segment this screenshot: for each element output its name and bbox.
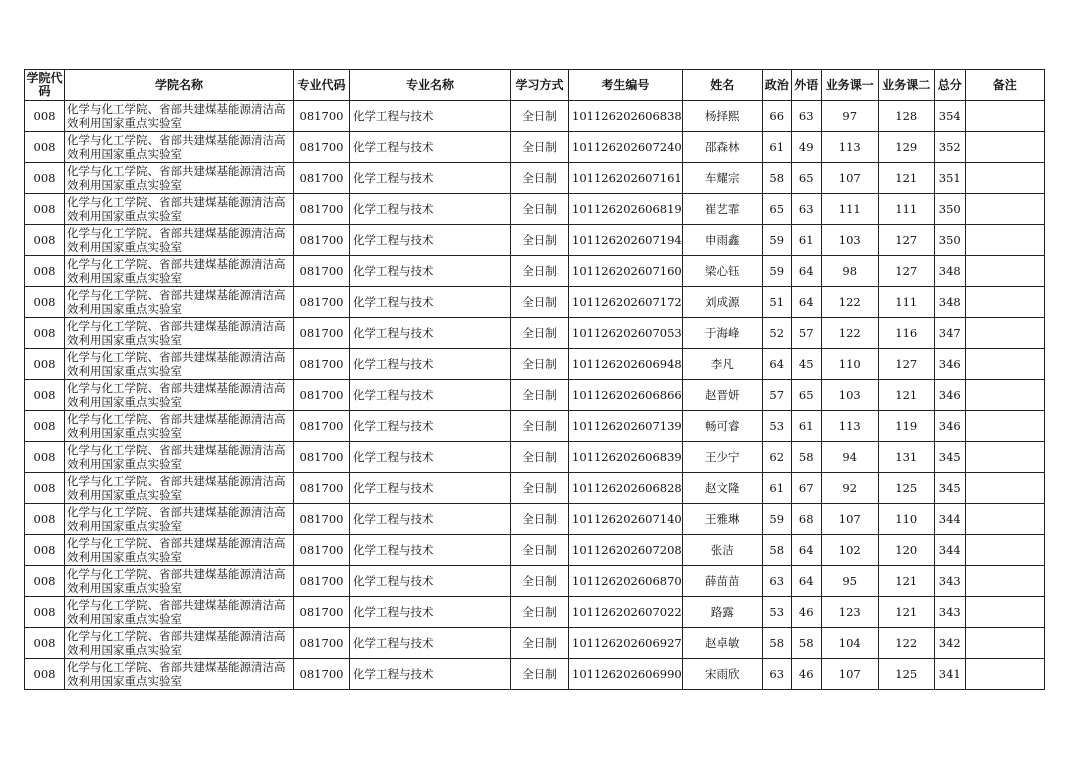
cell-course-two: 119	[878, 411, 934, 442]
cell-college-code: 008	[25, 504, 65, 535]
cell-foreign-language: 64	[791, 566, 821, 597]
header-remarks: 备注	[965, 70, 1044, 101]
cell-course-one: 97	[821, 101, 878, 132]
cell-study-mode: 全日制	[511, 349, 569, 380]
cell-course-one: 98	[821, 256, 878, 287]
cell-foreign-language: 63	[791, 101, 821, 132]
cell-name: 畅可睿	[682, 411, 762, 442]
cell-major-name: 化学工程与技术	[350, 597, 511, 628]
cell-foreign-language: 65	[791, 163, 821, 194]
cell-course-one: 103	[821, 380, 878, 411]
cell-remarks	[965, 225, 1044, 256]
cell-total: 343	[934, 597, 965, 628]
table-row	[25, 287, 1045, 318]
cell-major-name: 化学工程与技术	[350, 504, 511, 535]
cell-college-name: 化学与化工学院、省部共建煤基能源清洁高效利用国家重点实验室	[65, 132, 294, 163]
cell-college-code: 008	[25, 256, 65, 287]
header-course-two: 业务课二	[878, 70, 934, 101]
cell-politics: 66	[762, 101, 791, 132]
cell-politics: 63	[762, 659, 791, 690]
cell-college-name: 化学与化工学院、省部共建煤基能源清洁高效利用国家重点实验室	[65, 225, 294, 256]
cell-college-code: 008	[25, 380, 65, 411]
header-major-name: 专业名称	[350, 70, 511, 101]
cell-study-mode: 全日制	[511, 473, 569, 504]
table-row	[25, 318, 1045, 349]
cell-course-two: 125	[878, 659, 934, 690]
header-foreign-language: 外语	[791, 70, 821, 101]
cell-exam-id: 101126202606839	[569, 442, 683, 473]
cell-study-mode: 全日制	[511, 101, 569, 132]
cell-college-name: 化学与化工学院、省部共建煤基能源清洁高效利用国家重点实验室	[65, 411, 294, 442]
cell-course-two: 121	[878, 380, 934, 411]
cell-politics: 58	[762, 628, 791, 659]
cell-course-one: 102	[821, 535, 878, 566]
cell-major-name: 化学工程与技术	[350, 349, 511, 380]
cell-total: 343	[934, 566, 965, 597]
cell-college-code: 008	[25, 318, 65, 349]
cell-major-name: 化学工程与技术	[350, 256, 511, 287]
cell-major-name: 化学工程与技术	[350, 628, 511, 659]
cell-course-two: 111	[878, 194, 934, 225]
cell-college-name: 化学与化工学院、省部共建煤基能源清洁高效利用国家重点实验室	[65, 566, 294, 597]
cell-college-name: 化学与化工学院、省部共建煤基能源清洁高效利用国家重点实验室	[65, 504, 294, 535]
cell-major-name: 化学工程与技术	[350, 194, 511, 225]
cell-foreign-language: 58	[791, 628, 821, 659]
cell-course-two: 129	[878, 132, 934, 163]
cell-study-mode: 全日制	[511, 163, 569, 194]
cell-politics: 53	[762, 597, 791, 628]
header-total: 总分	[934, 70, 965, 101]
cell-course-one: 111	[821, 194, 878, 225]
cell-college-code: 008	[25, 473, 65, 504]
cell-study-mode: 全日制	[511, 411, 569, 442]
cell-name: 梁心钰	[682, 256, 762, 287]
cell-politics: 62	[762, 442, 791, 473]
cell-course-two: 127	[878, 225, 934, 256]
cell-course-one: 122	[821, 318, 878, 349]
header-college-name: 学院名称	[65, 70, 294, 101]
cell-politics: 63	[762, 566, 791, 597]
cell-major-name: 化学工程与技术	[350, 318, 511, 349]
cell-major-code: 081700	[294, 380, 350, 411]
cell-study-mode: 全日制	[511, 442, 569, 473]
cell-major-code: 081700	[294, 659, 350, 690]
cell-remarks	[965, 163, 1044, 194]
cell-total: 345	[934, 473, 965, 504]
cell-course-two: 122	[878, 628, 934, 659]
cell-study-mode: 全日制	[511, 535, 569, 566]
cell-course-one: 107	[821, 163, 878, 194]
cell-foreign-language: 68	[791, 504, 821, 535]
table-row	[25, 194, 1045, 225]
cell-college-name: 化学与化工学院、省部共建煤基能源清洁高效利用国家重点实验室	[65, 194, 294, 225]
cell-college-code: 008	[25, 132, 65, 163]
header-name: 姓名	[682, 70, 762, 101]
cell-total: 347	[934, 318, 965, 349]
cell-study-mode: 全日制	[511, 597, 569, 628]
cell-course-two: 110	[878, 504, 934, 535]
cell-major-name: 化学工程与技术	[350, 225, 511, 256]
cell-major-name: 化学工程与技术	[350, 473, 511, 504]
cell-college-name: 化学与化工学院、省部共建煤基能源清洁高效利用国家重点实验室	[65, 628, 294, 659]
cell-politics: 57	[762, 380, 791, 411]
cell-politics: 64	[762, 349, 791, 380]
cell-major-name: 化学工程与技术	[350, 659, 511, 690]
cell-study-mode: 全日制	[511, 225, 569, 256]
cell-major-name: 化学工程与技术	[350, 132, 511, 163]
cell-study-mode: 全日制	[511, 566, 569, 597]
cell-remarks	[965, 132, 1044, 163]
cell-college-name: 化学与化工学院、省部共建煤基能源清洁高效利用国家重点实验室	[65, 163, 294, 194]
cell-name: 王少宁	[682, 442, 762, 473]
table-row	[25, 380, 1045, 411]
cell-course-one: 110	[821, 349, 878, 380]
cell-course-two: 120	[878, 535, 934, 566]
cell-foreign-language: 49	[791, 132, 821, 163]
cell-remarks	[965, 318, 1044, 349]
cell-college-name: 化学与化工学院、省部共建煤基能源清洁高效利用国家重点实验室	[65, 473, 294, 504]
cell-total: 346	[934, 349, 965, 380]
cell-remarks	[965, 442, 1044, 473]
cell-course-two: 111	[878, 287, 934, 318]
cell-total: 346	[934, 380, 965, 411]
cell-name: 王雅琳	[682, 504, 762, 535]
cell-politics: 59	[762, 504, 791, 535]
cell-politics: 59	[762, 225, 791, 256]
cell-politics: 53	[762, 411, 791, 442]
table-row	[25, 628, 1045, 659]
cell-name: 张洁	[682, 535, 762, 566]
cell-college-code: 008	[25, 411, 65, 442]
cell-course-two: 131	[878, 442, 934, 473]
table-row	[25, 535, 1045, 566]
cell-major-name: 化学工程与技术	[350, 535, 511, 566]
cell-remarks	[965, 566, 1044, 597]
cell-name: 杨择熙	[682, 101, 762, 132]
cell-exam-id: 101126202606870	[569, 566, 683, 597]
cell-major-code: 081700	[294, 132, 350, 163]
cell-college-name: 化学与化工学院、省部共建煤基能源清洁高效利用国家重点实验室	[65, 597, 294, 628]
cell-name: 赵文隆	[682, 473, 762, 504]
cell-remarks	[965, 194, 1044, 225]
table-row	[25, 349, 1045, 380]
cell-major-name: 化学工程与技术	[350, 411, 511, 442]
table-row	[25, 256, 1045, 287]
cell-college-code: 008	[25, 535, 65, 566]
table-row	[25, 101, 1045, 132]
cell-name: 赵卓敏	[682, 628, 762, 659]
cell-college-name: 化学与化工学院、省部共建煤基能源清洁高效利用国家重点实验室	[65, 101, 294, 132]
cell-total: 350	[934, 194, 965, 225]
cell-name: 刘成源	[682, 287, 762, 318]
cell-politics: 52	[762, 318, 791, 349]
cell-exam-id: 101126202606828	[569, 473, 683, 504]
cell-remarks	[965, 287, 1044, 318]
cell-study-mode: 全日制	[511, 659, 569, 690]
cell-politics: 59	[762, 256, 791, 287]
cell-major-name: 化学工程与技术	[350, 287, 511, 318]
cell-college-code: 008	[25, 287, 65, 318]
cell-foreign-language: 63	[791, 194, 821, 225]
cell-major-code: 081700	[294, 504, 350, 535]
cell-study-mode: 全日制	[511, 132, 569, 163]
cell-exam-id: 101126202607139	[569, 411, 683, 442]
cell-course-one: 123	[821, 597, 878, 628]
cell-course-two: 121	[878, 566, 934, 597]
cell-name: 邵森林	[682, 132, 762, 163]
cell-college-name: 化学与化工学院、省部共建煤基能源清洁高效利用国家重点实验室	[65, 535, 294, 566]
cell-course-one: 103	[821, 225, 878, 256]
table-row	[25, 659, 1045, 690]
cell-college-code: 008	[25, 597, 65, 628]
header-course-one: 业务课一	[821, 70, 878, 101]
table-row	[25, 442, 1045, 473]
cell-course-two: 121	[878, 597, 934, 628]
cell-course-two: 125	[878, 473, 934, 504]
cell-course-two: 121	[878, 163, 934, 194]
table-row	[25, 473, 1045, 504]
cell-college-name: 化学与化工学院、省部共建煤基能源清洁高效利用国家重点实验室	[65, 659, 294, 690]
cell-course-two: 128	[878, 101, 934, 132]
cell-major-name: 化学工程与技术	[350, 442, 511, 473]
cell-major-name: 化学工程与技术	[350, 163, 511, 194]
cell-total: 345	[934, 442, 965, 473]
cell-remarks	[965, 535, 1044, 566]
cell-exam-id: 101126202606819	[569, 194, 683, 225]
cell-foreign-language: 45	[791, 349, 821, 380]
cell-remarks	[965, 411, 1044, 442]
table-row	[25, 411, 1045, 442]
cell-college-name: 化学与化工学院、省部共建煤基能源清洁高效利用国家重点实验室	[65, 318, 294, 349]
cell-study-mode: 全日制	[511, 194, 569, 225]
cell-total: 352	[934, 132, 965, 163]
cell-major-code: 081700	[294, 256, 350, 287]
cell-exam-id: 101126202606866	[569, 380, 683, 411]
cell-college-name: 化学与化工学院、省部共建煤基能源清洁高效利用国家重点实验室	[65, 380, 294, 411]
header-politics: 政治	[762, 70, 791, 101]
cell-politics: 65	[762, 194, 791, 225]
cell-course-one: 113	[821, 411, 878, 442]
header-exam-id: 考生编号	[569, 70, 683, 101]
cell-major-code: 081700	[294, 349, 350, 380]
cell-course-two: 116	[878, 318, 934, 349]
cell-foreign-language: 57	[791, 318, 821, 349]
cell-name: 李凡	[682, 349, 762, 380]
table-row	[25, 504, 1045, 535]
cell-politics: 58	[762, 163, 791, 194]
cell-name: 路露	[682, 597, 762, 628]
header-college-code: 学院代码	[25, 70, 65, 101]
cell-major-code: 081700	[294, 287, 350, 318]
cell-college-code: 008	[25, 659, 65, 690]
cell-exam-id: 101126202607172	[569, 287, 683, 318]
cell-major-code: 081700	[294, 194, 350, 225]
cell-total: 348	[934, 256, 965, 287]
cell-remarks	[965, 256, 1044, 287]
cell-politics: 58	[762, 535, 791, 566]
cell-college-code: 008	[25, 442, 65, 473]
cell-foreign-language: 65	[791, 380, 821, 411]
cell-politics: 61	[762, 132, 791, 163]
cell-foreign-language: 64	[791, 256, 821, 287]
table-row	[25, 163, 1045, 194]
cell-study-mode: 全日制	[511, 628, 569, 659]
cell-exam-id: 101126202606927	[569, 628, 683, 659]
cell-foreign-language: 58	[791, 442, 821, 473]
cell-remarks	[965, 659, 1044, 690]
cell-remarks	[965, 349, 1044, 380]
cell-exam-id: 101126202607140	[569, 504, 683, 535]
cell-name: 崔艺霏	[682, 194, 762, 225]
cell-exam-id: 101126202607160	[569, 256, 683, 287]
cell-course-two: 127	[878, 256, 934, 287]
header-major-code: 专业代码	[294, 70, 350, 101]
cell-name: 赵晋妍	[682, 380, 762, 411]
cell-exam-id: 101126202607208	[569, 535, 683, 566]
cell-total: 344	[934, 504, 965, 535]
cell-remarks	[965, 473, 1044, 504]
admission-score-table	[24, 69, 1045, 690]
cell-college-code: 008	[25, 101, 65, 132]
cell-name: 于海峰	[682, 318, 762, 349]
cell-major-code: 081700	[294, 442, 350, 473]
cell-college-code: 008	[25, 566, 65, 597]
cell-course-one: 92	[821, 473, 878, 504]
cell-major-code: 081700	[294, 535, 350, 566]
cell-major-code: 081700	[294, 597, 350, 628]
cell-major-name: 化学工程与技术	[350, 380, 511, 411]
header-study-mode: 学习方式	[511, 70, 569, 101]
cell-course-one: 95	[821, 566, 878, 597]
cell-remarks	[965, 628, 1044, 659]
cell-college-name: 化学与化工学院、省部共建煤基能源清洁高效利用国家重点实验室	[65, 287, 294, 318]
table-row	[25, 225, 1045, 256]
cell-study-mode: 全日制	[511, 380, 569, 411]
cell-remarks	[965, 101, 1044, 132]
cell-exam-id: 101126202606948	[569, 349, 683, 380]
cell-course-one: 104	[821, 628, 878, 659]
cell-major-code: 081700	[294, 318, 350, 349]
cell-remarks	[965, 504, 1044, 535]
cell-college-name: 化学与化工学院、省部共建煤基能源清洁高效利用国家重点实验室	[65, 256, 294, 287]
cell-foreign-language: 61	[791, 411, 821, 442]
cell-name: 车耀宗	[682, 163, 762, 194]
cell-total: 354	[934, 101, 965, 132]
cell-college-code: 008	[25, 349, 65, 380]
cell-study-mode: 全日制	[511, 504, 569, 535]
cell-major-code: 081700	[294, 473, 350, 504]
cell-major-code: 081700	[294, 566, 350, 597]
cell-total: 346	[934, 411, 965, 442]
cell-remarks	[965, 380, 1044, 411]
cell-course-one: 94	[821, 442, 878, 473]
cell-name: 薛苗苗	[682, 566, 762, 597]
cell-course-one: 122	[821, 287, 878, 318]
cell-college-code: 008	[25, 225, 65, 256]
cell-exam-id: 101126202607053	[569, 318, 683, 349]
cell-course-one: 113	[821, 132, 878, 163]
cell-college-code: 008	[25, 194, 65, 225]
cell-study-mode: 全日制	[511, 256, 569, 287]
cell-total: 351	[934, 163, 965, 194]
cell-major-code: 081700	[294, 101, 350, 132]
cell-foreign-language: 46	[791, 659, 821, 690]
cell-college-name: 化学与化工学院、省部共建煤基能源清洁高效利用国家重点实验室	[65, 442, 294, 473]
cell-exam-id: 101126202607022	[569, 597, 683, 628]
table-row	[25, 597, 1045, 628]
cell-study-mode: 全日制	[511, 318, 569, 349]
cell-exam-id: 101126202607194	[569, 225, 683, 256]
cell-total: 342	[934, 628, 965, 659]
cell-exam-id: 101126202607161	[569, 163, 683, 194]
cell-exam-id: 101126202606990	[569, 659, 683, 690]
cell-major-code: 081700	[294, 628, 350, 659]
cell-exam-id: 101126202607240	[569, 132, 683, 163]
cell-total: 350	[934, 225, 965, 256]
cell-study-mode: 全日制	[511, 287, 569, 318]
cell-major-code: 081700	[294, 411, 350, 442]
cell-total: 348	[934, 287, 965, 318]
header-row	[25, 70, 1045, 101]
cell-foreign-language: 67	[791, 473, 821, 504]
cell-major-code: 081700	[294, 225, 350, 256]
cell-exam-id: 101126202606838	[569, 101, 683, 132]
cell-college-name: 化学与化工学院、省部共建煤基能源清洁高效利用国家重点实验室	[65, 349, 294, 380]
cell-major-code: 081700	[294, 163, 350, 194]
table-row	[25, 132, 1045, 163]
cell-course-two: 127	[878, 349, 934, 380]
cell-foreign-language: 61	[791, 225, 821, 256]
cell-politics: 51	[762, 287, 791, 318]
cell-major-name: 化学工程与技术	[350, 101, 511, 132]
cell-total: 341	[934, 659, 965, 690]
cell-college-code: 008	[25, 628, 65, 659]
cell-name: 申雨鑫	[682, 225, 762, 256]
cell-course-one: 107	[821, 504, 878, 535]
cell-foreign-language: 64	[791, 287, 821, 318]
cell-politics: 61	[762, 473, 791, 504]
cell-major-name: 化学工程与技术	[350, 566, 511, 597]
cell-remarks	[965, 597, 1044, 628]
cell-foreign-language: 46	[791, 597, 821, 628]
cell-name: 宋雨欣	[682, 659, 762, 690]
cell-foreign-language: 64	[791, 535, 821, 566]
cell-total: 344	[934, 535, 965, 566]
cell-college-code: 008	[25, 163, 65, 194]
table-row	[25, 566, 1045, 597]
cell-course-one: 107	[821, 659, 878, 690]
